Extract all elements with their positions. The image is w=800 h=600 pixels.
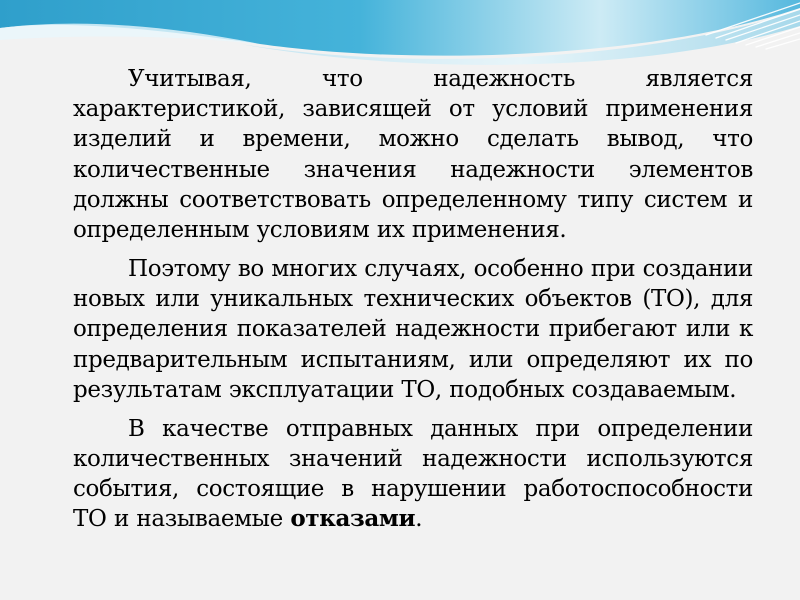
paragraph-1: Учитывая, что надежность является характеристикой, зависящей от условий применения изделий и времени, можно сделать вывод, что количественные значения надежности элементов должны соответствовать определенному типу систем и определенным условиям их применения.: [73, 66, 753, 244]
term-otkazy: отказами: [290, 505, 416, 533]
slide-body-text: [73, 64, 753, 543]
paragraph-2: Поэтому во многих случаях, особенно при создании новых или уникальных технических объектов (ТО), для определения показателей надежности прибегают или к предварительным испытаниям, или определяют их по результатам эксплуатации ТО, подобных создаваемым.: [73, 255, 753, 403]
paragraph-3-period: .: [415, 506, 423, 533]
paragraph-3-text: В качестве отправных данных при определении количественных значений надежности используются события, состоящие в нарушении работоспособности ТО и называемые: [73, 415, 753, 533]
paragraph-3: [73, 414, 753, 535]
